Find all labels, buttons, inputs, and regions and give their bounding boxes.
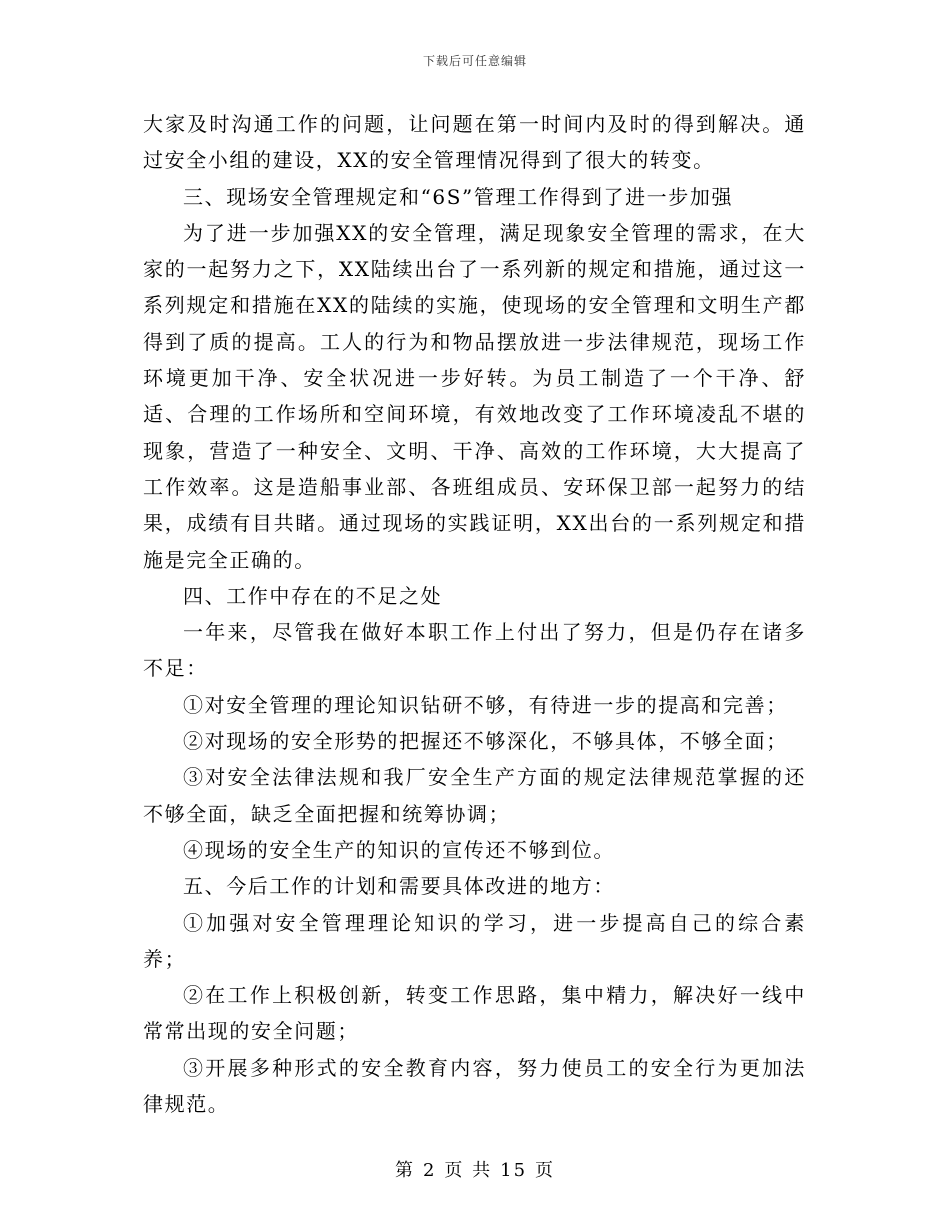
total-pages: 15 (500, 1160, 528, 1181)
list-item: ①加强对安全管理理论知识的学习，进一步提高自己的综合素养； (143, 910, 806, 971)
page-footer (0, 1156, 950, 1182)
list-item: ②对现场的安全形势的把握还不够深化，不够具体，不够全面； (183, 729, 788, 754)
section-heading-4: 四、工作中存在的不足之处 (183, 583, 443, 608)
list-item: ③对安全法律法规和我厂安全生产方面的规定法律规范掌握的还不够全面，缺乏全面把握和统筹协调； (143, 765, 806, 826)
list-item: ③开展多种形式的安全教育内容，努力使员工的安全行为更加法律规范。 (143, 1055, 806, 1117)
section-heading-3: 三、现场安全管理规定和“6S”管理工作得到了进一步加强 (183, 184, 734, 209)
page-number: 2 (422, 1160, 437, 1181)
paragraph-continuation: 大家及时沟通工作的问题，让问题在第一时间内及时的得到解决。通过安全小组的建设，XX的安全管理情况得到了很大的转变。 (143, 112, 806, 173)
list-item: ④现场的安全生产的知识的宣传还不够到位。 (183, 837, 615, 862)
footer-suffix: 页 (535, 1160, 556, 1181)
paragraph: 为了进一步加强XX的安全管理，满足现象安全管理的需求，在大家的一起努力之下，XX陆续出台了一系列新的规定和措施，通过这一系列规定和措施在XX的陆续的实施，使现场的安全管理和文明生产都得到了质的提高。工人的行为和物品摆放进一步法律规范，现场工作环境更加干净、安全状况进一步好转。为员工制造了一个干净、舒适、合理的工作场所和空间环境，有效地改变了工作环境凌乱不堪的现象，营造了一种安全、文明、干净、高效的工作环境，大大提高了工作效率。这是造船事业部、各班组成员、安环保卫部一起努力的结果，成绩有目共睹。通过现场的实践证明，XX出台的一系列规定和措施是完全正确的。 (143, 220, 806, 572)
section-heading-5: 五、今后工作的计划和需要具体改进的地方： (183, 874, 615, 899)
page-header: 下载后可任意编辑 (422, 54, 527, 68)
footer-middle: 页 共 (444, 1160, 493, 1181)
paragraph: 一年来，尽管我在做好本职工作上付出了努力，但是仍存在诸多不足： (143, 620, 806, 681)
document-body (143, 106, 806, 1122)
list-item: ②在工作上积极创新，转变工作思路，集中精力，解决好一线中常常出现的安全问题； (143, 983, 806, 1044)
list-item: ①对安全管理的理论知识钻研不够，有待进一步的提高和完善； (183, 692, 788, 717)
footer-prefix: 第 (394, 1160, 415, 1181)
